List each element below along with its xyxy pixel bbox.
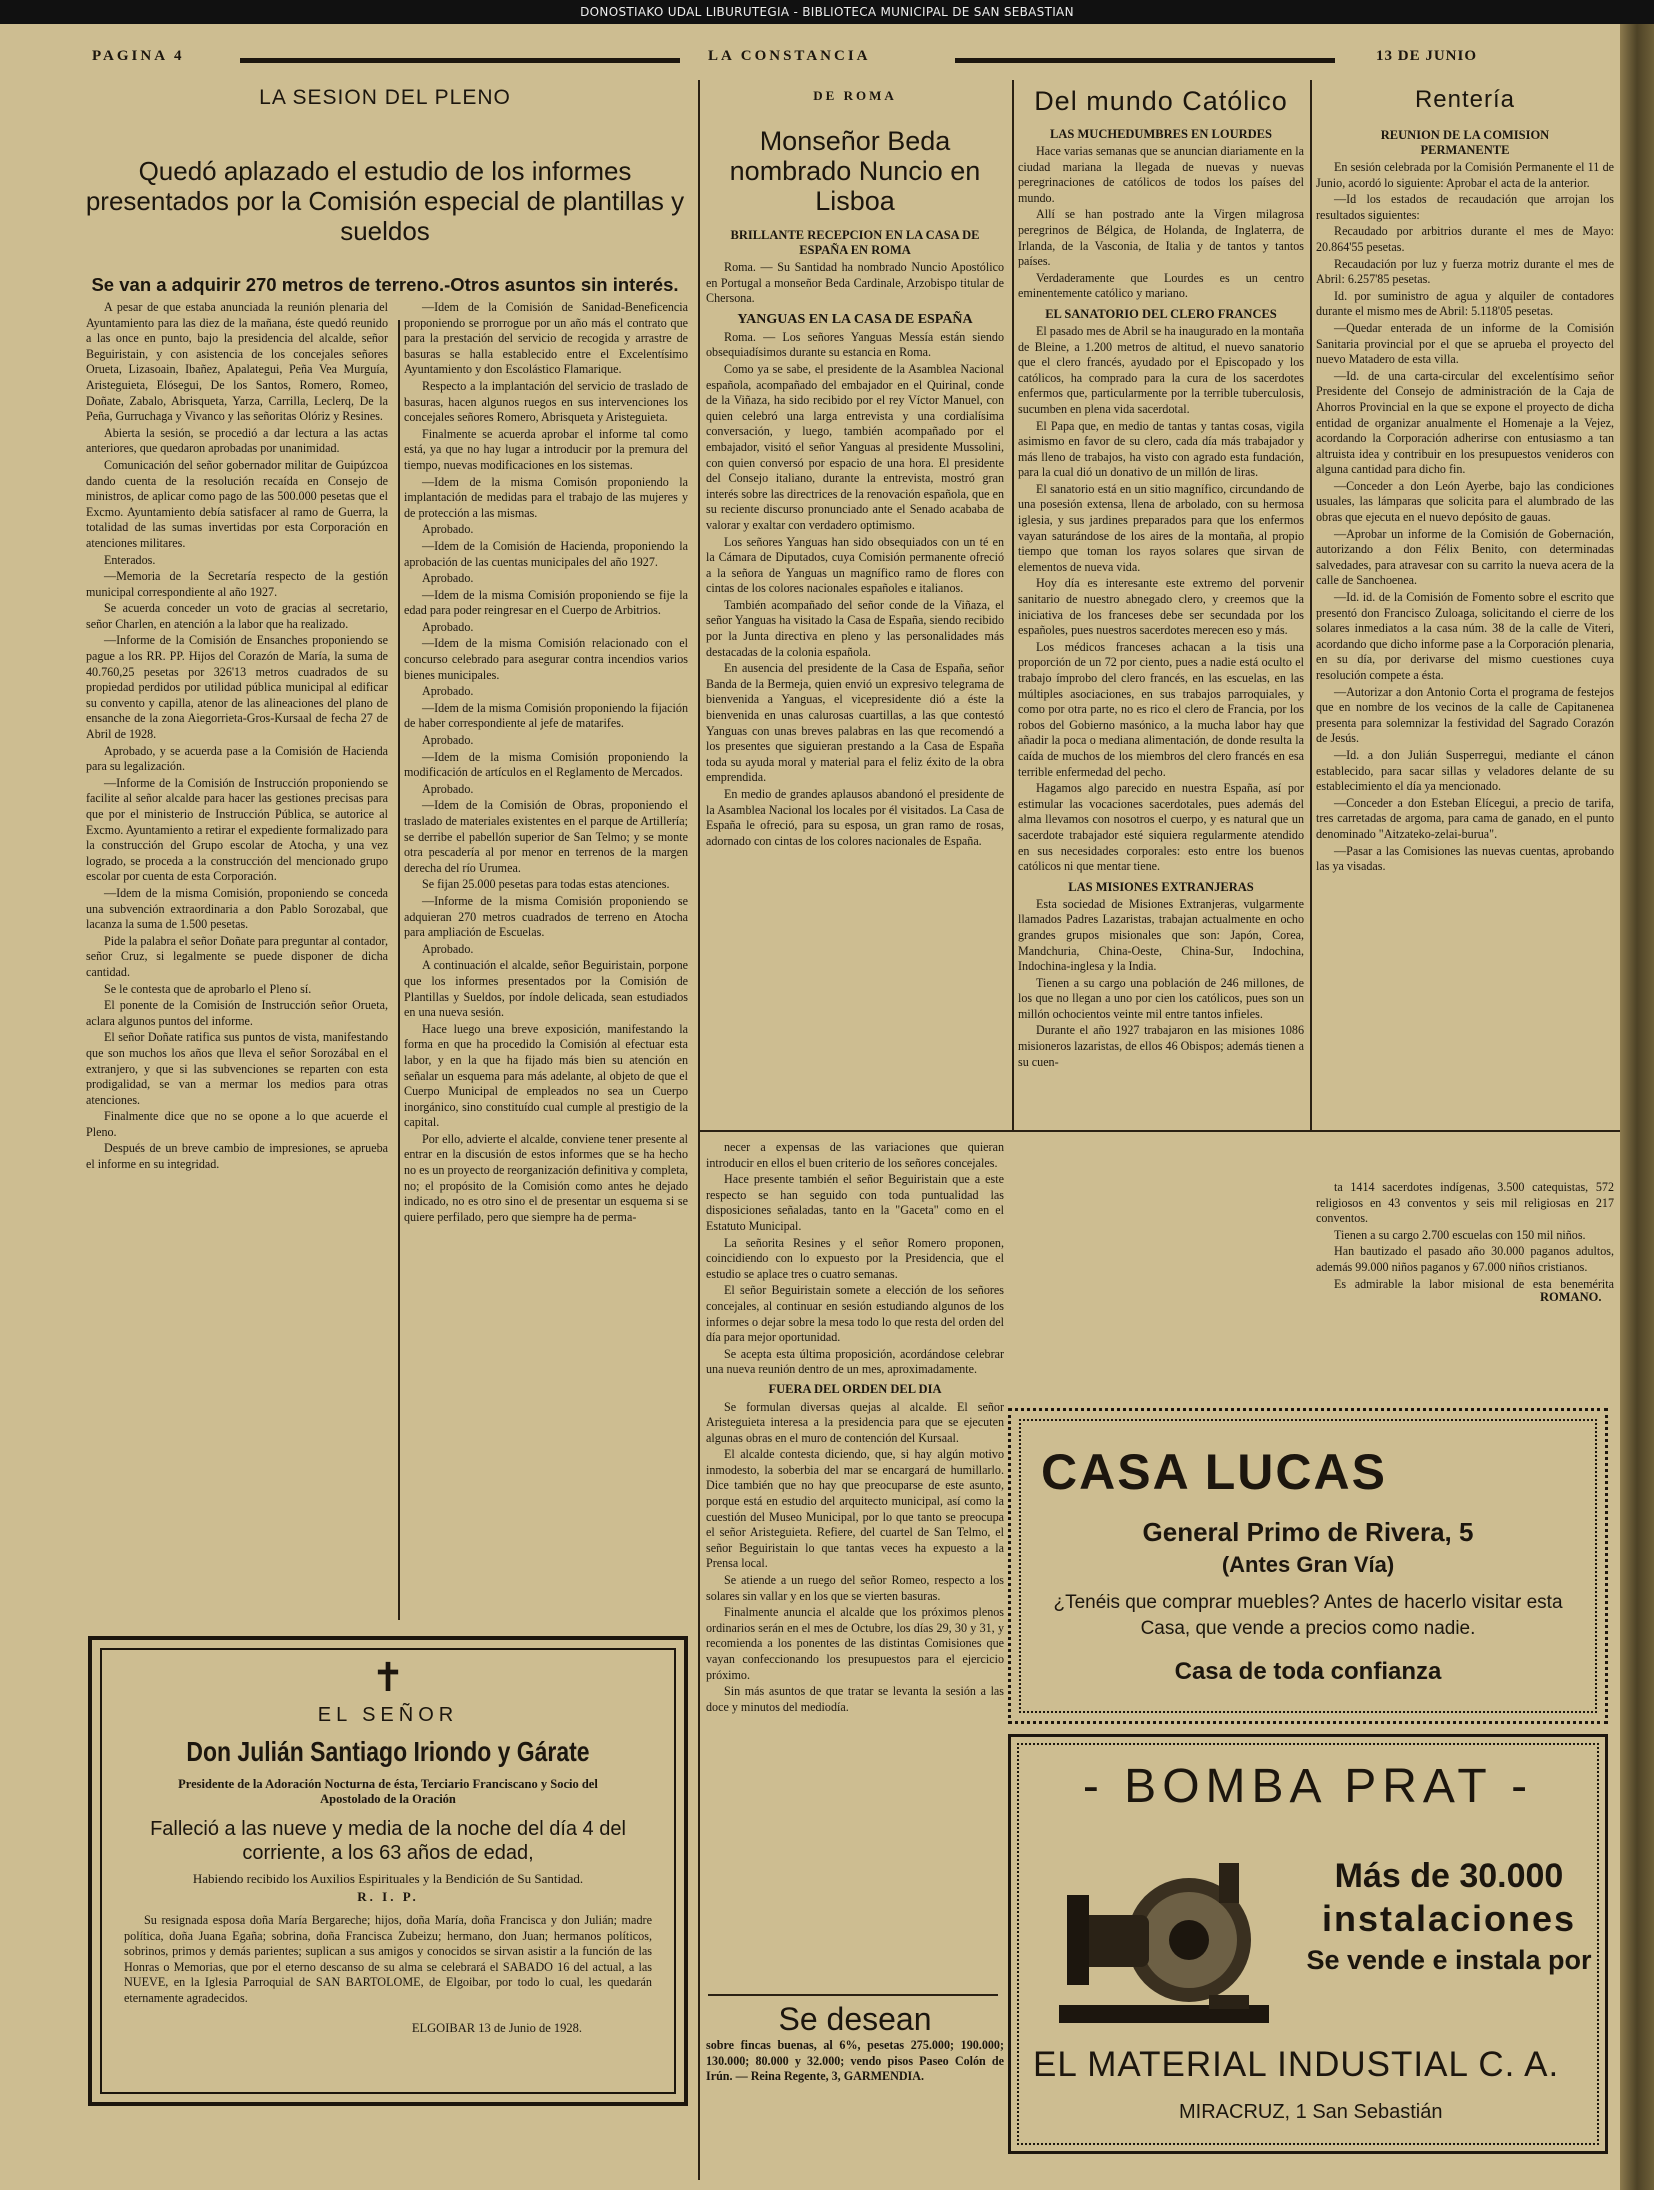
- bomba-line-1: Más de 30.000: [1334, 1857, 1564, 1895]
- obituary-text: Su resignada esposa doña María Bergareche; hijos, doña María, doña Francisca y don Julián; madre política, doña Juana Egaña; sobrina, doña Francisca Zubeizu; hermano, don Juan; hermanos políticos, sobrinos, primos y demás parientes; suplican a sus amigos y conocidos se sirvan asistir a la función de las Honras o Memorias, que por el eterno descanso de su alma se celebrará el SABADO 16 del actual, a las NUEVE, en la Iglesia Parroquial de SAN BARTOLOME, de Elgoibar, por todo lo cual, les quedarán eternamente agradecidos.: [124, 1913, 652, 2005]
- page-date: 13 DE JUNIO: [1376, 48, 1478, 64]
- misiones-subhead: LAS MISIONES EXTRANJERAS: [1068, 879, 1254, 894]
- paragraph: —Idem de la Comisión de Obras, proponiendo el traslado de materiales existentes en el parque de Artillería; se derribe el pabellón superior de San Telmo; y se monte otra pescadería al por menor en terrenos de la margen derecha del río Urumea.: [404, 798, 688, 875]
- paragraph: Hace presente también el señor Beguiristain que a este respecto se han seguido con toda puntualidad las disposiciones señaladas, tanto en la "Gaceta" como en el Estatuto Municipal.: [706, 1172, 1004, 1233]
- paragraph: El ponente de la Comisión de Instrucción señor Orueta, aclara algunos puntos del informe.: [86, 998, 388, 1028]
- paragraph: Se acepta esta última proposición, acordándose celebrar una nueva reunión dentro de un mes, aproximadamente.: [706, 1346, 1004, 1377]
- paragraph: —Quedar enterada de un informe de la Comisión Sanitaria provincial por el que se aprueba el proyecto del nuevo Matadero de esta villa.: [1316, 320, 1614, 367]
- header-rule-left: [240, 58, 680, 63]
- paragraph: Aprobado, y se acuerda pase a la Comisión de Hacienda para su legalización.: [86, 743, 388, 774]
- paragraph: Recaudación por luz y fuerza motriz durante el mes de Abril: 6.257'85 pesetas.: [1316, 256, 1614, 287]
- paragraph: Se le contesta que de aprobarlo el Pleno sí.: [104, 981, 312, 996]
- ad-rule: [708, 1994, 998, 1996]
- paragraph: La señorita Resines y el señor Romero proponen, coincidiendo con lo expuesto por la Presidencia, que el estudio se aplace tres o cuatro semanas.: [706, 1235, 1004, 1281]
- pleno-headline: Quedó aplazado el estudio de los informes presentados por la Comisión especial de plantillas y sueldos: [85, 156, 685, 246]
- page-edge: [1620, 24, 1654, 2190]
- se-desean-text: sobre fincas buenas, al 6%, pesetas 275.000; 190.000; 130.000; 80.000 y 32.000; vendo pisos Paseo Colón de Irún. — Reina Regente, 3, GARMENDIA.: [706, 2038, 1004, 2084]
- orden-del-dia-title: FUERA DEL ORDEN DEL DIA: [768, 1381, 942, 1396]
- paragraph: Respecto a la implantación del servicio de traslado de basuras, hacen algunos ruegos en sus intervenciones los concejales señores Romero, Abrisqueta y Aristeguieta.: [404, 378, 688, 425]
- paragraph: Hagamos algo parecido en nuestra España, así por estimular las vocaciones sacerdotales, pues además del alma llevamos con nosotros el cuerpo, y es natural que un sacerdote trabajador esté siquiera regularmente atendido en sus necesidades corporales: esto entre los buenos católicos ni que mentar tiene.: [1018, 781, 1304, 874]
- pleno-column-2: [404, 300, 688, 1630]
- paragraph: Aprobado.: [422, 781, 474, 796]
- paragraph: Allí se han postrado ante la Virgen milagrosa peregrinos de Bélgica, de Holanda, de Inglaterra, de Irlanda, de la Vasconia, de Italia y de tantos y tantos países.: [1018, 207, 1304, 269]
- paragraph: Tienen a su cargo 2.700 escuelas con 150 mil niños.: [1334, 1227, 1586, 1242]
- paragraph: Pide la palabra el señor Doñate para preguntar al contador, señor Cruz, si legalmente se puede disponer de dicha cantidad.: [86, 933, 388, 979]
- cross-icon: ✝: [371, 1655, 405, 1700]
- renteria-text: [1316, 160, 1614, 1010]
- paragraph: El Papa que, en medio de tantas y tantas cosas, vigila asimismo en favor de su clero, cada día más trabajador y más lleno de trabajos, ha visto con agrado esta fundación, para la cual dió un donativo de un millón de liras.: [1018, 418, 1304, 480]
- paragraph: Hace varias semanas que se anuncian diariamente en la ciudad mariana la llegada de nuevas y nuevas peregrinaciones de católicos de todos los países del mundo.: [1018, 144, 1304, 205]
- paragraph: —Aprobar un informe de la Comisión de Gobernación, autorizando a don Félix Benito, con determinadas salvedades, para atravesar con su carrito la nueva acera de la calle de Sanchoenea.: [1316, 526, 1614, 588]
- paragraph: El sanatorio está en un sitio magnífico, circundando de una posesión extensa, llena de arbolado, con su hermosa iglesia, y sus jardines preparados para que los enfermos vayan saturándose de los aires de la montaña, al propio tiempo que toman los rayos solares que sirvan de elementos de nueva vida.: [1018, 481, 1304, 574]
- roma-body: [706, 330, 1004, 851]
- paragraph: Se fijan 25.000 pesetas para todas estas atenciones.: [422, 877, 670, 892]
- paragraph: Los señores Yanguas han sido obsequiados con un té en la Cámara de Diputados, cuya Comisión permanente ofreció a la señora de Yanguas un magnífico ramo de flores con cintas de los colores nacionales españoles e italianos.: [706, 534, 1004, 596]
- paragraph: Finalmente dice que no se opone a lo que acuerde el Pleno.: [86, 1109, 388, 1139]
- sanatorio-text: [1018, 324, 1304, 876]
- paragraph: Recaudado por arbitrios durante el mes de Mayo: 20.864'55 pesetas.: [1316, 224, 1614, 254]
- roma-section: DE ROMA: [813, 88, 897, 103]
- section-rule: [700, 1130, 1620, 1132]
- paragraph: Id. por suministro de agua y alquiler de contadores durante el mismo mes de Abril: 5.118'05 pesetas.: [1316, 288, 1614, 319]
- renteria-subhead: REUNION DE LA COMISION PERMANENTE: [1380, 128, 1550, 157]
- obituary-footer: ELGOIBAR 13 de Junio de 1928.: [411, 2020, 582, 2035]
- paragraph: —Idem de la misma Comisión proponiendo la modificación de artículos en el Reglamento de Mercados.: [404, 749, 688, 780]
- paragraph: El alcalde contesta diciendo, que, si hay algún motivo inmodesto, la soberbia del mar se encargará de humillarlo. Dice también que no hay que preocuparse de este asunto, porque está en estudio del arquitecto municipal, así como la cuestión del Museo Municipal, por lo que tanto se preocupa el señor Aristeguieta. Refiere, del cuartel de San Telmo, el señor Beguiristain lo que tantas veces ha expuesto a la Prensa local.: [706, 1447, 1004, 1571]
- paragraph: ta 1414 sacerdotes indígenas, 3.500 catequistas, 572 religiosos en 43 conventos y seis mil religiosas en 217 conventos.: [1316, 1180, 1614, 1226]
- obituary-title: EL SEÑOR: [317, 1704, 459, 1726]
- bomba-company: EL MATERIAL INDUSTIAL C. A.: [1033, 2045, 1560, 2084]
- paragraph: Finalmente se acuerda aprobar el informe tal como está, ya que no hay lugar a introducir por la premura del tiempo, nuevas modificaciones en los sistemas.: [404, 426, 688, 472]
- paragraph: Hace luego una breve exposición, manifestando la forma en que ha procedido la Comisión al efectuar esta labor, y en la que ha fijado más bien su atención en señalar un esquema para más adelante, al objeto de que el Cuerpo Municipal de empleados no sea un Cuerpo inorgánico, sino constituído cual cumple al prestigio de la capital.: [404, 1021, 688, 1130]
- paragraph: Aprobado.: [422, 684, 474, 699]
- obituary-name: Don Julián Santiago Iriondo y Gárate: [186, 1736, 590, 1767]
- paragraph: Verdaderamente que Lourdes es un centro eminentemente católico y mariano.: [1018, 270, 1304, 301]
- misiones-text: [1018, 897, 1304, 1072]
- catolico-section: Del mundo Católico: [1034, 86, 1288, 116]
- paragraph: —Idem de la misma Comisión proponiendo la fijación de haber correspondiente al jefe de matarifes.: [404, 700, 688, 731]
- lourdes-text: [1018, 144, 1304, 303]
- paragraph: —Idem de la Comisión de Hacienda, proponiendo la aprobación de las cuentas municipales del año 1927.: [404, 538, 688, 569]
- pleno-column-1: [86, 300, 388, 1630]
- paragraph: —Idem de la misma Comisión, proponiendo se conceda una subvención extraordinaria a don Pablo Sorozabal, que lacanza la suma de 1.500 pesetas.: [86, 885, 388, 932]
- paragraph: —Memoria de la Secretaría respecto de la gestión municipal correspondiente al año 1927.: [86, 569, 388, 599]
- paragraph: —Autorizar a don Antonio Corta el programa de festejos que en nombre de los vecinos de la calle de Capitanenea presenta para solemnizar la festividad del Sagrado Corazón de Jesús.: [1316, 684, 1614, 746]
- pleno-subhead: Se van a adquirir 270 metros de terreno.-Otros asuntos sin interés.: [91, 274, 679, 295]
- roma-subhead-2: YANGUAS EN LA CASA DE ESPAÑA: [737, 311, 973, 327]
- paragraph: Tienen a su cargo una población de 246 millones, de los que no llegan a uno por cien los católicos, pues son un millón ochocientos veinte mil entre tantos infieles.: [1018, 975, 1304, 1021]
- catolico-article: [1018, 86, 1304, 1071]
- paragraph: Hoy día es interesante este extremo del porvenir sanitario de nuestro abnegado clero, y creemos que la iniciativa de los franceses debe ser secundada por los españoles, pues nuestros sacerdotes merecen eso y más.: [1018, 576, 1304, 638]
- roma-subhead-1: BRILLANTE RECEPCION EN LA CASA DE ESPAÑA EN ROMA: [730, 228, 980, 257]
- paragraph: Durante el año 1927 trabajaron en las misiones 1086 misioneros lazaristas, de ellos 46 Obispos; además tienen a su cuen-: [1018, 1023, 1304, 1069]
- casa-lucas-name: CASA LUCAS: [1041, 1444, 1387, 1500]
- paragraph: Se acuerda conceder un voto de gracias al secretario, señor Charlen, en atención a la labor que ha realizado.: [86, 601, 388, 631]
- paragraph: —Informe de la Comisión de Instrucción proponiendo se facilite al señor alcalde para hacer las gestiones precisas para que por el ministerio de Instrucción Pública, se autorice al Excmo. Ayuntamiento a retirar el expediente formalizado para la construcción del Grupo escolar de Atocha, y una vez logrado, se proceda a la construcción del mencionado grupo escolar por cuenta de esta Corporación.: [86, 775, 388, 884]
- casa-lucas-ad: [1008, 1408, 1608, 1724]
- paragraph: necer a expensas de las variaciones que quieran introducir en ellos el buen criterio de los señores concejales.: [706, 1140, 1004, 1170]
- se-desean-ad: [706, 2000, 1004, 2085]
- renteria-section: Rentería: [1414, 86, 1516, 113]
- paragraph: —Idem de la misma Comisión proponiendo se fije la edad para poder reingresar en el Cuerpo de Arbitrios.: [404, 587, 688, 618]
- paragraph: —Id. a don Julián Susperregui, mediante el cánon establecido, para sacar sillas y veladores delante de su establecimiento el día ya mencionado.: [1316, 747, 1614, 794]
- paragraph: —Informe de la misma Comisión proponiendo se adquieran 270 metros cuadrados de terreno en Atocha para ampliación de Escuelas.: [404, 893, 688, 940]
- paragraph: —Id. id. de la Comisión de Fomento sobre el escrito que presentó don Francisco Zuloaga, solicitando el cierre de los solares inmediatos a la casa núm. 38 de la calle de Viteri, acordando que dicho informe pase a la Corporación plenaria, en su día, por derivarse del mismo cuestiones cuya resolución compete a ésta.: [1316, 590, 1614, 682]
- renteria-article: [1316, 86, 1614, 1010]
- paragraph: Han bautizado el pasado año 30.000 paganos adultos, además 99.000 niños paganos y 67.000 niños cristianos.: [1316, 1244, 1614, 1274]
- lourdes-subhead: LAS MUCHEDUMBRES EN LOURDES: [1050, 127, 1272, 141]
- paragraph: Se atiende a un ruego del señor Romeo, respecto a los solares sin vallar y en los que se vierten basuras.: [706, 1573, 1004, 1603]
- paragraph: Aprobado.: [422, 733, 474, 748]
- page-number: PAGINA 4: [92, 48, 185, 64]
- obituary-box: [88, 1636, 688, 2106]
- paragraph: Aprobado.: [422, 571, 474, 586]
- column-divider: [1310, 80, 1312, 1130]
- water-pump-icon: [1049, 1845, 1279, 2045]
- paragraph: Como ya se sabe, el presidente de la Asamblea Nacional española, acompañado del embajador en el Quirinal, conde de la Viñaza, ha sido recibido por el rey Víctor Manuel, con quien celebró una larga entrevista y una cordialísima conversación, y luego, también acompañado por el embajador, visitó el señor Yanguas al presidente Mussolini, con quien conversó por espacio de una hora. El presidente del Consejo italiano, durante la entrevista, mostró gran interés sobre las directrices de la renovación española, que en su reciente discurso pronunciado ante el Senado acababa de valorar y exaltar con verdadero optimismo.: [706, 361, 1004, 532]
- paragraph: A continuación el alcalde, señor Beguiristain, porpone que los informes presentados por la Comisión de Plantillas y Sueldos, por índole delicada, sean estudiados en una nueva sesión.: [404, 958, 688, 1020]
- header-rule-right: [955, 58, 1335, 63]
- casa-lucas-question: ¿Tenéis que comprar muebles? Antes de hacerlo visitar esta Casa, que vende a precios como nadie.: [1053, 1592, 1563, 1639]
- paragraph: También acompañado del señor conde de la Viñaza, el señor Yanguas ha visitado la Casa de España, siendo recibido por la Junta directiva en pleno y las personalidades más destacadas de la colonia española.: [706, 597, 1004, 659]
- paragraph: Finalmente anuncia el alcalde que los próximos plenos ordinarios serán en el mes de Octubre, los días 29, 30 y 31, y recomienda a los ponentes de las distintas Comisiones que vayan confeccionando los presupuestos para el ejercicio próximo.: [706, 1605, 1004, 1682]
- obituary-death-notice: Falleció a las nueve y media de la noche del día 4 del corriente, a los 63 años de edad,: [150, 1818, 626, 1864]
- bomba-line-3: Se vende e instala por: [1306, 1945, 1592, 1975]
- paragraph: —Pasar a las Comisiones las nuevas cuentas, aprobando las ya visadas.: [1316, 843, 1614, 874]
- misiones-signature: ROMANO.: [1540, 1290, 1602, 1304]
- paragraph: Enterados.: [104, 552, 156, 567]
- paragraph: A pesar de que estaba anunciada la reunión plenaria del Ayuntamiento para las diez de la mañana, éste quedó reunido a las once en punto, bajo la presidencia del alcalde, señor Beguiristain, y con asistencia de los concejales señores Orueta, Lizasoain, Ibañez, Apalategui, Peña Vea Murguía, Aristeguieta, Elósegui, De los Santos, Romero, Romeo, Doñate, Zabalo, Abrisqueta, Yarza, Carrilla, Leclerq, De la Peña, Gurruchaga y Vivanco y las señoritas Olóriz y Resines.: [86, 300, 388, 424]
- obituary-rip: R. I. P.: [357, 1889, 419, 1904]
- paragraph: El pasado mes de Abril se ha inaugurado en la montaña de Bleine, a 1.200 metros de altitud, el nuevo sanatorio que el clero francés, ayudado por el Episcopado y los católicos, ha comprado para la cura de los sacerdotes enfermos que, particularmente por la terrible tuberculosis, sucumben en plena vida sacerdotal.: [1018, 323, 1304, 416]
- paragraph: —Conceder a don León Ayerbe, bajo las condiciones usuales, las lámparas que solicita para el alumbrado de las obras que ejecuta en el nuevo depósito de gauas.: [1316, 478, 1614, 525]
- paragraph: En ausencia del presidente de la Casa de España, señor Banda de la Bermeja, quien envió un expresivo telegrama de bienvenida a Yanguas, el vicepresidente dió a éste la bienvenida en unas calurosas cuartillas, a las que contestó Yanguas con unas breves palabras en las que recomendó a los presentes que siguieran prestando a la Casa de España toda su ayuda moral y material para el feliz éxito de la obra emprendida.: [706, 661, 1004, 785]
- obituary-role: Presidente de la Adoración Nocturna de ésta, Terciario Franciscano y Socio del Apostolado de la Oración: [178, 1777, 598, 1806]
- pleno-section-title: LA SESION DEL PLENO: [259, 86, 511, 109]
- roma-headline: Monseñor Beda nombrado Nuncio en Lisboa: [729, 126, 981, 216]
- column-divider: [398, 320, 400, 1620]
- paragraph: —Id los estados de recaudación que arrojan los resultados siguientes:: [1316, 192, 1614, 222]
- sanatorio-subhead: EL SANATORIO DEL CLERO FRANCES: [1045, 306, 1277, 321]
- paragraph: Por ello, advierte el alcalde, conviene tener presente al entrar en la discusión de estos informes que se ha hecho no es un proyecto de reorganización definitiva y completa, no; el propósito de la Comisión como antes he dejado indicado, no es otro sino el de presentar un esquema si se quiere perfilado, pero que siempre ha de perma-: [404, 1131, 688, 1224]
- paragraph: Abierta la sesión, se procedió a dar lectura a las actas anteriores, que quedaron aprobadas por unanimidad.: [86, 425, 388, 456]
- paragraph: Aprobado.: [422, 941, 474, 956]
- paragraph: Roma. — Su Santidad ha nombrado Nuncio Apostólico en Portugal a monseñor Beda Cardinale, Arzobispo titular de Chersona.: [706, 260, 1004, 306]
- paragraph: Se formulan diversas quejas al alcalde. El señor Aristeguieta interesa a la presidencia para que se ejecuten algunas obras en el muro de contención del Kursaal.: [706, 1399, 1004, 1445]
- paragraph: Después de un breve cambio de impresiones, se aprueba el informe en su integridad.: [86, 1141, 388, 1172]
- paragraph: Comunicación del señor gobernador militar de Guipúzcoa dando cuenta de la resolución recaída en Consejo de ministros, de aplicar como pago de las 500.000 pesetas que el Excmo. Ayuntamiento debía satisfacer al ramo de Guerra, la totalidad de las sumas invertidas por esta Corporación en atenciones militares.: [86, 457, 388, 550]
- paragraph: Aprobado.: [422, 522, 474, 537]
- paper-name: LA CONSTANCIA: [708, 48, 871, 64]
- paragraph: —Idem de la misma Comisión relacionado con el concurso celebrado para asegurar contra incendios varios bienes municipales.: [404, 636, 688, 682]
- roma-intro: [706, 260, 1004, 308]
- paragraph: Roma. — Los señores Yanguas Messía están siendo obsequiadísimos durante su estancia en Roma.: [706, 329, 1004, 360]
- column-divider: [1012, 80, 1014, 1130]
- paragraph: Los médicos franceses achacan a la tisis una proporción de un 72 por ciento, pues a nadie está oculto el trabajo ímprobo del clero francés, en las escuelas, en las múltiples asociaciones, en sus trabajos parroquiales, y como por otra parte, no es rico el clero de Francia, por los robos del Gobierno masónico, a la mucha labor hay que añadir la poca o mediana alimentación, de donde resulta la caída de muchos de los miembros del clero francés en esa terrible enfermedad del pecho.: [1018, 639, 1304, 779]
- casa-lucas-old-address: (Antes Gran Vía): [1221, 1552, 1395, 1577]
- paragraph: Aprobado.: [422, 619, 474, 634]
- paragraph: El señor Doñate ratifica sus puntos de vista, manifestando que son muchos los años que lleva el señor Sorozábal en el extranjero, y que si las subvenciones se reparten con esta prodigalidad, se van a mermar los medios para otras atenciones.: [86, 1030, 388, 1107]
- paragraph: En medio de grandes aplausos abandonó el presidente de la Asamblea Nacional los locales por él visitados. La Casa de España le ofreció, para su esposa, un gran ramo de rosas, adornado con cintas de los colores nacionales de España.: [706, 787, 1004, 848]
- paragraph: —Idem de la misma Comisón proponiendo la implantación de medidas para el trabajo de las mujeres y de protección a las mismas.: [404, 474, 688, 520]
- bomba-prat-ad: [1008, 1734, 1608, 2154]
- bomba-prat-name: - BOMBA PRAT -: [1082, 1760, 1534, 1813]
- bomba-line-2: instalaciones: [1321, 1898, 1577, 1939]
- archive-banner: DONOSTIAKO UDAL LIBURUTEGIA - BIBLIOTECA MUNICIPAL DE SAN SEBASTIAN: [0, 0, 1654, 24]
- pleno-continuation: [706, 1140, 1004, 2010]
- paragraph: El señor Beguiristain somete a elección de los señores concejales, al continuar en sesión estudiando algunos de los informes o dejar sobre la mesa todo lo que resta del orden del día para mejor oportunidad.: [706, 1283, 1004, 1345]
- paragraph: —Conceder a don Esteban Elícegui, a precio de tarifa, tres carretadas de argoma, para cama de ganado, en el punto denominado "Aitzateko-zelai-burua".: [1316, 795, 1614, 841]
- paragraph: —Id. de una carta-circular del excelentísimo señor Presidente del Consejo de administración de la Caja de Ahorros Provincial en la que se expone el proyecto de dicha entidad de organizar anualmente el Homenaje a la Vejez, acordando la Corporación adherirse con entusiasmo a tan altruista idea y contribuir en los presupuestos venideros con alguna cantidad para dicho fin.: [1316, 368, 1614, 477]
- paragraph: Esta sociedad de Misiones Extranjeras, vulgarmente llamados Padres Lazaristas, trabajan actualmente en ocho grandes grupos misionales que son: Japón, Corea, Mandchuria, China-Oeste, China-Sur, Indochina, Indochina-inglesa y la India.: [1018, 896, 1304, 974]
- paragraph: —Informe de la Comisión de Ensanches proponiendo se pague a los RR. PP. Hijos del Corazón de María, la suma de 40.760,25 pesetas por 326'13 metros cuadrados de su propiedad perdidos por utilidad pública municipal al edificar su convento y capilla, atenor de las alineaciones del plano de ensanche de la zona Aiegorrieta-Gros-Kursaal de fecha 27 de Abril de 1928.: [86, 633, 388, 742]
- paragraph: Es admirable la labor misional de esta benemérita: [1334, 1276, 1614, 1290]
- casa-lucas-address: General Primo de Rivera, 5: [1142, 1517, 1474, 1547]
- paragraph: En sesión celebrada por la Comisión Permanente el 11 de Junio, acordó lo siguiente: Aprobar el acta de la anterior.: [1316, 160, 1614, 190]
- obituary-sacraments: Habiendo recibido los Auxilios Espirituales y la Bendición de Su Santidad.: [192, 1871, 584, 1886]
- paragraph: —Idem de la Comisión de Sanidad-Beneficencia proponiendo se prorrogue por un año más el contrato que para la prestación del servicio de recogida y arrastre de basuras se halla establecido entre el Excelentísimo Ayuntamiento y don Escolástico Flamarique.: [404, 300, 688, 377]
- bomba-address: MIRACRUZ, 1 San Sebastián: [1179, 2101, 1443, 2123]
- paragraph: Sin más asuntos de que tratar se levanta la sesión a las doce y minutos del mediodía.: [706, 1684, 1004, 1714]
- casa-lucas-slogan: Casa de toda confianza: [1174, 1658, 1442, 1685]
- misiones-continuation: [1316, 1180, 1614, 1290]
- se-desean-title: Se desean: [778, 2001, 932, 2037]
- roma-article: [706, 88, 1004, 850]
